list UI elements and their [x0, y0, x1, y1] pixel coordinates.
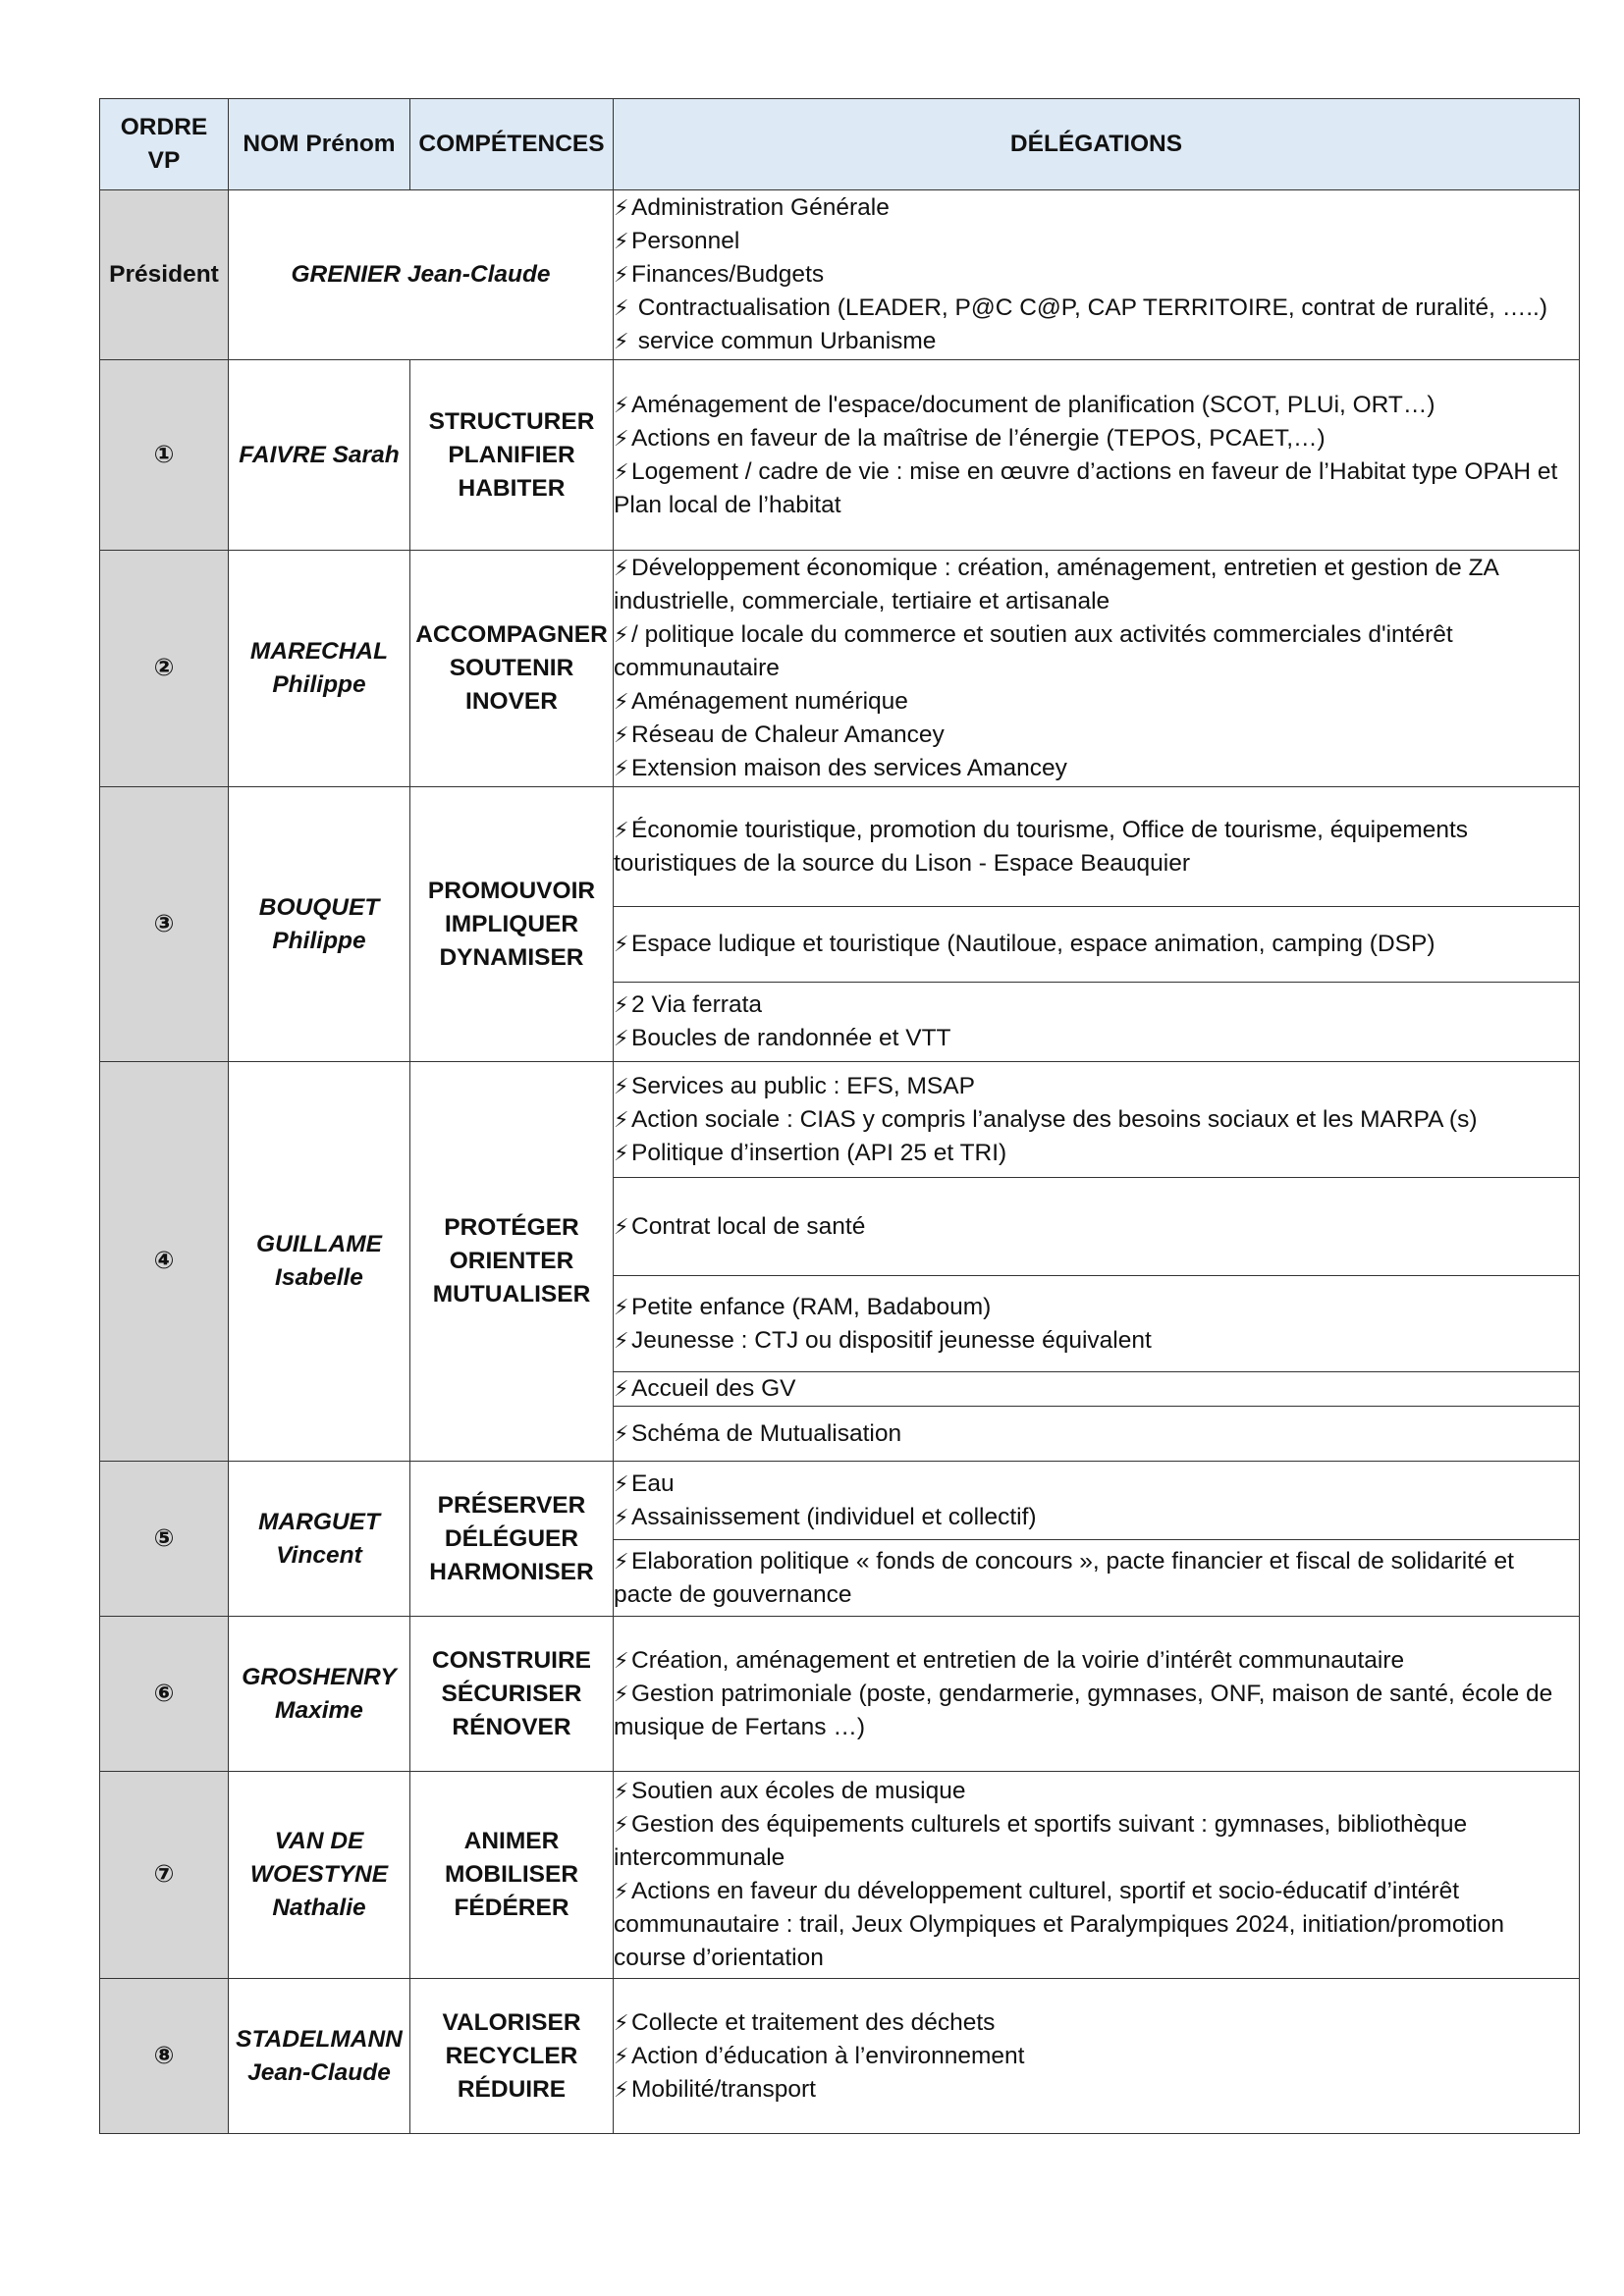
vp-name: VAN DE WOESTYNE Nathalie [229, 1772, 410, 1979]
delegation-item [614, 2040, 1579, 2073]
table-row [100, 787, 1580, 907]
vp-name: MARGUET Vincent [229, 1462, 410, 1617]
lightning-bolt-icon: ⚡ [614, 1647, 629, 1673]
delegation-item [614, 552, 1579, 618]
delegation-item [614, 1210, 1579, 1244]
delegation-text: Logement / cadre de vie : mise en œuvre d’actions en faveur de l’Habitat type OPAH et Plan local de l’habitat [614, 457, 1558, 518]
table-body [100, 190, 1580, 2134]
delegation-text: / politique locale du commerce et soutien aux activités commerciales d'intérêt communautaire [614, 621, 1453, 681]
lightning-bolt-icon: ⚡ [614, 1548, 629, 1574]
delegation-item [614, 618, 1579, 685]
competence-word: VALORISER [442, 2008, 581, 2036]
delegations-cell [614, 1979, 1580, 2134]
competence-word: MOBILISER [444, 1861, 579, 1888]
lightning-bolt-icon: ⚡ [614, 1213, 629, 1239]
vp-order-number: ③ [100, 787, 229, 1062]
delegation-item [614, 225, 1579, 258]
delegation-item [614, 1678, 1579, 1744]
delegation-text: Soutien aux écoles de musique [631, 1778, 966, 1804]
competence-word: DÉLÉGUER [444, 1524, 579, 1552]
lightning-bolt-icon: ⚡ [614, 1376, 629, 1401]
delegation-item [614, 1417, 1579, 1451]
delegation-text: Contrat local de santé [631, 1212, 866, 1240]
delegation-item [614, 2006, 1579, 2040]
delegation-item [614, 1070, 1579, 1103]
lightning-bolt-icon: ⚡ [614, 1470, 629, 1496]
table-row [100, 551, 1580, 787]
competence-word: PRÉSERVER [437, 1491, 586, 1519]
delegations-cell [614, 190, 1580, 360]
delegation-text: Collecte et traitement des déchets [631, 2008, 996, 2036]
delegation-item [614, 2073, 1579, 2107]
delegations-cell [614, 1617, 1580, 1772]
lightning-bolt-icon: ⚡ [614, 2043, 629, 2068]
competence-word: INOVER [465, 688, 558, 715]
delegation-item [614, 422, 1579, 455]
lightning-bolt-icon: ⚡ [614, 1140, 629, 1165]
lightning-bolt-icon: ⚡ [614, 1327, 629, 1353]
table-row [100, 1617, 1580, 1772]
competence-word: RÉDUIRE [457, 2075, 567, 2103]
delegation-item [614, 1875, 1579, 1975]
lightning-bolt-icon: ⚡ [614, 722, 629, 747]
delegations-cell [614, 1062, 1580, 1178]
delegation-text: Finances/Budgets [631, 261, 825, 288]
competence-word: RECYCLER [445, 2042, 578, 2069]
delegation-item [614, 1372, 1579, 1406]
lightning-bolt-icon: ⚡ [614, 425, 629, 451]
delegation-item [614, 258, 1579, 292]
delegation-text: Schéma de Mutualisation [631, 1419, 902, 1447]
delegation-text: Actions en faveur de la maîtrise de l’énergie (TEPOS, PCAET,…) [631, 424, 1326, 452]
lightning-bolt-icon: ⚡ [614, 992, 629, 1017]
lightning-bolt-icon: ⚡ [614, 1504, 629, 1529]
lightning-bolt-icon: ⚡ [614, 2076, 629, 2102]
vp-name: STADELMANN Jean-Claude [229, 1979, 410, 2134]
delegation-item [614, 1545, 1579, 1612]
lightning-bolt-icon: ⚡ [614, 556, 629, 580]
lightning-bolt-icon: ⚡ [614, 329, 629, 353]
vp-name: BOUQUET Philippe [229, 787, 410, 1062]
delegation-item [614, 685, 1579, 719]
delegation-text: Extension maison des services Amancey [631, 755, 1067, 781]
competence-word: HARMONISER [429, 1558, 594, 1585]
lightning-bolt-icon: ⚡ [614, 295, 629, 320]
delegation-text: Petite enfance (RAM, Badaboum) [631, 1293, 992, 1320]
lightning-bolt-icon: ⚡ [614, 756, 629, 780]
delegation-item [614, 719, 1579, 752]
competence-word: PLANIFIER [448, 441, 575, 468]
competence-word: PROTÉGER [444, 1214, 579, 1241]
delegations-cell [614, 1462, 1580, 1540]
delegation-item [614, 1103, 1579, 1137]
lightning-bolt-icon: ⚡ [614, 229, 629, 253]
delegation-text: Administration Générale [631, 194, 890, 221]
delegation-text: Gestion patrimoniale (poste, gendarmerie, gymnases, ONF, maison de santé, école de musique de Fertans …) [614, 1680, 1553, 1740]
lightning-bolt-icon: ⚡ [614, 1420, 629, 1446]
delegations-cell [614, 1540, 1580, 1617]
delegation-text: Elaboration politique « fonds de concours », pacte financier et fiscal de solidarité et pacte de gouvernance [614, 1547, 1514, 1608]
lightning-bolt-icon: ⚡ [614, 1812, 629, 1837]
delegation-text: Jeunesse : CTJ ou dispositif jeunesse équivalent [631, 1326, 1152, 1354]
delegation-item [614, 325, 1579, 358]
lightning-bolt-icon: ⚡ [614, 1779, 629, 1803]
delegation-text: Développement économique : création, aménagement, entretien et gestion de ZA industrielle, commerciale, tertiaire et artisanale [614, 555, 1498, 614]
delegations-cell [614, 1178, 1580, 1276]
delegation-text: Boucles de randonnée et VTT [631, 1025, 951, 1051]
delegation-text: Aménagement de l'espace/document de planification (SCOT, PLUi, ORT…) [631, 391, 1435, 418]
delegation-item [614, 1291, 1579, 1324]
vp-order-number: ② [100, 551, 229, 787]
lightning-bolt-icon: ⚡ [614, 262, 629, 287]
delegation-item [614, 389, 1579, 422]
lightning-bolt-icon: ⚡ [614, 689, 629, 714]
lightning-bolt-icon: ⚡ [614, 1879, 629, 1903]
delegation-text: Économie touristique, promotion du tourisme, Office de tourisme, équipements touristiques de la source du Lison - Espace Beauquier [614, 816, 1469, 877]
competence-word: DYNAMISER [439, 943, 584, 971]
lightning-bolt-icon: ⚡ [614, 1073, 629, 1098]
delegation-item [614, 1808, 1579, 1875]
competence-word: ACCOMPAGNER [415, 621, 608, 648]
competences-cell [410, 1062, 614, 1462]
table-row [100, 360, 1580, 551]
competence-word: ORIENTER [449, 1248, 574, 1274]
delegation-text: 2 Via ferrata [631, 991, 763, 1018]
vp-name: GUILLAME Isabelle [229, 1062, 410, 1462]
delegation-text: Action d’éducation à l’environnement [631, 2042, 1025, 2069]
delegation-text: Actions en faveur du développement culturel, sportif et socio-éducatif d’intérêt communautaire : trail, Jeux Olympiques et Paralympiques 2024, initiation/promotion course d’orientation [614, 1878, 1504, 1971]
vp-name: MARECHAL Philippe [229, 551, 410, 787]
delegation-item [614, 988, 1579, 1022]
header-nom: NOM Prénom [229, 99, 410, 190]
competence-word: SOUTENIR [449, 655, 574, 681]
delegation-item [614, 292, 1579, 325]
table-row [100, 1979, 1580, 2134]
lightning-bolt-icon: ⚡ [614, 1294, 629, 1319]
ordre-cell: Président [100, 190, 229, 360]
delegations-cell [614, 360, 1580, 551]
delegation-item [614, 928, 1579, 961]
president-name: GRENIER Jean-Claude [229, 190, 614, 360]
competences-cell [410, 1772, 614, 1979]
delegation-text: Politique d’insertion (API 25 et TRI) [631, 1139, 1007, 1166]
delegations-cell [614, 787, 1580, 907]
lightning-bolt-icon: ⚡ [614, 932, 629, 956]
vp-name: GROSHENRY Maxime [229, 1617, 410, 1772]
delegation-item [614, 191, 1579, 225]
delegations-cell [614, 551, 1580, 787]
lightning-bolt-icon: ⚡ [614, 622, 629, 647]
delegations-cell [614, 1372, 1580, 1407]
vp-order-number: ⑥ [100, 1617, 229, 1772]
competences-cell [410, 1462, 614, 1617]
delegations-cell [614, 1407, 1580, 1462]
delegation-text: Assainissement (individuel et collectif) [631, 1503, 1037, 1530]
delegation-text: service commun Urbanisme [631, 328, 937, 354]
delegation-text: Contractualisation (LEADER, P@C C@P, CAP TERRITOIRE, contrat de ruralité, …..) [631, 294, 1547, 321]
header-competences: COMPÉTENCES [410, 99, 614, 190]
competences-cell [410, 551, 614, 787]
delegations-cell [614, 1772, 1580, 1979]
delegation-item [614, 814, 1579, 881]
delegation-item [614, 1468, 1579, 1501]
competence-word: STRUCTURER [428, 407, 595, 435]
lightning-bolt-icon: ⚡ [614, 1681, 629, 1706]
competence-word: CONSTRUIRE [432, 1646, 591, 1674]
delegation-text: Espace ludique et touristique (Nautiloue, espace animation, camping (DSP) [631, 931, 1435, 957]
delegation-text: Aménagement numérique [631, 688, 908, 715]
vp-order-number: ① [100, 360, 229, 551]
table-row-president [100, 190, 1580, 360]
competences-cell [410, 1979, 614, 2134]
vp-name: FAIVRE Sarah [229, 360, 410, 551]
delegation-text: Action sociale : CIAS y compris l’analyse des besoins sociaux et les MARPA (s) [631, 1105, 1478, 1133]
delegation-text: Services au public : EFS, MSAP [631, 1072, 975, 1099]
competence-word: ANIMER [463, 1828, 560, 1854]
lightning-bolt-icon: ⚡ [614, 2009, 629, 2035]
delegation-text: Réseau de Chaleur Amancey [631, 721, 945, 748]
header-ordre: ORDRE VP [100, 99, 229, 190]
competence-word: MUTUALISER [432, 1281, 591, 1308]
delegations-cell [614, 983, 1580, 1062]
competences-cell [410, 1617, 614, 1772]
table-row [100, 1062, 1580, 1178]
vp-order-number: ⑦ [100, 1772, 229, 1979]
lightning-bolt-icon: ⚡ [614, 817, 629, 842]
vp-order-number: ⑧ [100, 1979, 229, 2134]
competence-word: HABITER [458, 474, 566, 502]
competences-cell [410, 360, 614, 551]
delegation-text: Mobilité/transport [631, 2075, 816, 2103]
competence-word: PROMOUVOIR [427, 877, 596, 904]
delegation-item [614, 752, 1579, 785]
delegation-text: Gestion des équipements culturels et sportifs suivant : gymnases, bibliothèque intercommunale [614, 1811, 1468, 1871]
lightning-bolt-icon: ⚡ [614, 458, 629, 484]
table-row [100, 1772, 1580, 1979]
lightning-bolt-icon: ⚡ [614, 392, 629, 417]
delegation-item [614, 1644, 1579, 1678]
delegation-item [614, 1324, 1579, 1358]
competence-word: IMPLIQUER [444, 910, 579, 937]
competence-word: RÉNOVER [452, 1713, 571, 1740]
delegation-item [614, 1137, 1579, 1170]
table-row [100, 1462, 1580, 1540]
delegation-text: Eau [631, 1469, 675, 1497]
delegation-text: Personnel [631, 228, 740, 254]
delegations-cell [614, 1276, 1580, 1372]
competence-word: SÉCURISER [441, 1680, 582, 1707]
lightning-bolt-icon: ⚡ [614, 1026, 629, 1050]
lightning-bolt-icon: ⚡ [614, 195, 629, 220]
delegation-item [614, 1501, 1579, 1534]
delegation-text: Accueil des GV [631, 1375, 796, 1402]
competence-word: FÉDÉRER [454, 1895, 569, 1921]
header-row [100, 99, 1580, 190]
vp-order-number: ④ [100, 1062, 229, 1462]
delegations-table [99, 98, 1580, 2134]
delegation-text: Création, aménagement et entretien de la voirie d’intérêt communautaire [631, 1646, 1405, 1674]
vp-order-number: ⑤ [100, 1462, 229, 1617]
delegation-item [614, 455, 1579, 522]
delegation-item [614, 1775, 1579, 1808]
delegation-item [614, 1022, 1579, 1055]
delegations-cell [614, 907, 1580, 983]
lightning-bolt-icon: ⚡ [614, 1106, 629, 1132]
competences-cell [410, 787, 614, 1062]
header-delegations: DÉLÉGATIONS [614, 99, 1580, 190]
